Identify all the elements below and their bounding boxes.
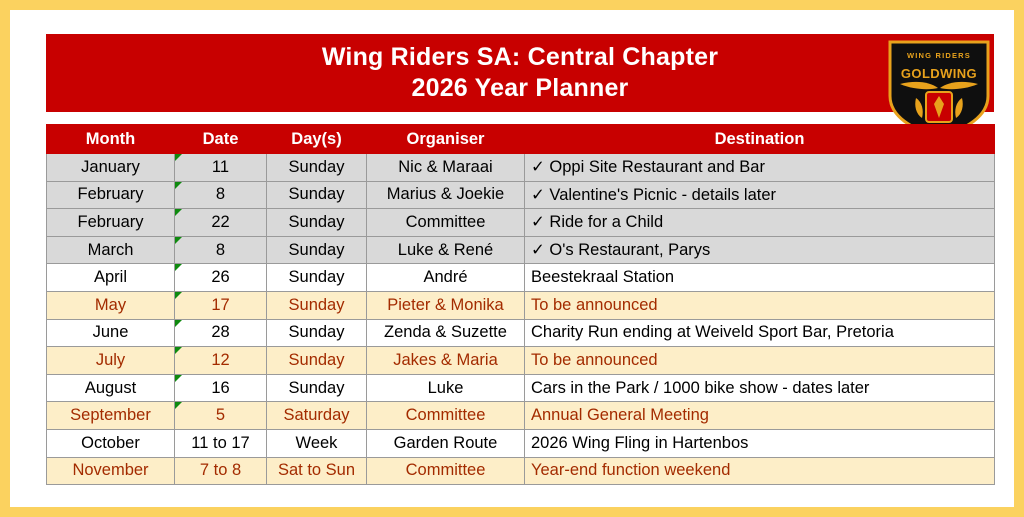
page-title: Wing Riders SA: Central Chapter: [321, 42, 719, 71]
cell-month: July: [47, 347, 175, 375]
cell-month: May: [47, 291, 175, 319]
cell-organiser: Committee: [367, 457, 525, 485]
cell-month: February: [47, 209, 175, 237]
cell-date: 8: [175, 181, 267, 209]
cell-days: Sunday: [267, 236, 367, 264]
cell-days: Sunday: [267, 209, 367, 237]
cell-destination: Cars in the Park / 1000 bike show - dates later: [525, 374, 995, 402]
cell-destination: To be announced: [525, 347, 995, 375]
cell-days: Sunday: [267, 347, 367, 375]
cell-month: October: [47, 429, 175, 457]
table-row: [47, 347, 995, 375]
svg-text:GOLDWING: GOLDWING: [900, 66, 978, 81]
table-row: [47, 457, 995, 485]
cell-date: 11: [175, 154, 267, 182]
title-banner-area: [46, 34, 994, 112]
column-header-month: Month: [47, 125, 175, 154]
cell-days: Saturday: [267, 402, 367, 430]
cell-month: February: [47, 181, 175, 209]
cell-month: August: [47, 374, 175, 402]
cell-date: 17: [175, 291, 267, 319]
table-row: [47, 429, 995, 457]
column-header-destination: Destination: [525, 125, 995, 154]
title-banner: [46, 34, 994, 112]
column-header-organiser: Organiser: [367, 125, 525, 154]
cell-organiser: Nic & Maraai: [367, 154, 525, 182]
table-row: [47, 402, 995, 430]
cell-days: Sunday: [267, 154, 367, 182]
cell-organiser: Marius & Joekie: [367, 181, 525, 209]
cell-date: 28: [175, 319, 267, 347]
cell-days: Sunday: [267, 374, 367, 402]
year-planner-table: [46, 124, 995, 485]
svg-text:WING RIDERS: WING RIDERS: [906, 51, 972, 60]
cell-destination: Annual General Meeting: [525, 402, 995, 430]
table-header-row: [47, 125, 995, 154]
page-subtitle: 2026 Year Planner: [411, 74, 629, 102]
cell-date: 7 to 8: [175, 457, 267, 485]
table-row: [47, 181, 995, 209]
cell-days: Sat to Sun: [267, 457, 367, 485]
cell-days: Sunday: [267, 319, 367, 347]
cell-month: November: [47, 457, 175, 485]
cell-destination: ✓ Valentine's Picnic - details later: [525, 181, 995, 209]
cell-month: June: [47, 319, 175, 347]
table-row: [47, 264, 995, 292]
cell-date: 12: [175, 347, 267, 375]
cell-date: 11 to 17: [175, 429, 267, 457]
cell-destination: ✓ Oppi Site Restaurant and Bar: [525, 154, 995, 182]
cell-destination: To be announced: [525, 291, 995, 319]
cell-month: January: [47, 154, 175, 182]
cell-date: 5: [175, 402, 267, 430]
table-row: [47, 291, 995, 319]
cell-destination: 2026 Wing Fling in Hartenbos: [525, 429, 995, 457]
cell-organiser: Garden Route: [367, 429, 525, 457]
cell-organiser: Committee: [367, 402, 525, 430]
cell-organiser: Zenda & Suzette: [367, 319, 525, 347]
table-row: [47, 319, 995, 347]
cell-days: Week: [267, 429, 367, 457]
cell-organiser: Jakes & Maria: [367, 347, 525, 375]
table-row: [47, 236, 995, 264]
cell-destination: Year-end function weekend: [525, 457, 995, 485]
cell-date: 16: [175, 374, 267, 402]
cell-month: April: [47, 264, 175, 292]
page-inner: [20, 20, 1004, 497]
cell-date: 8: [175, 236, 267, 264]
table-body: [47, 154, 995, 485]
cell-organiser: Luke & René: [367, 236, 525, 264]
cell-days: Sunday: [267, 291, 367, 319]
cell-days: Sunday: [267, 181, 367, 209]
column-header-date: Date: [175, 125, 267, 154]
table-row: [47, 209, 995, 237]
cell-organiser: Luke: [367, 374, 525, 402]
cell-destination: Charity Run ending at Weiveld Sport Bar, Pretoria: [525, 319, 995, 347]
cell-organiser: Pieter & Monika: [367, 291, 525, 319]
wing-riders-goldwing-badge-icon: [886, 38, 992, 138]
cell-destination: Beestekraal Station: [525, 264, 995, 292]
cell-days: Sunday: [267, 264, 367, 292]
table-row: [47, 154, 995, 182]
cell-organiser: André: [367, 264, 525, 292]
cell-date: 26: [175, 264, 267, 292]
table-row: [47, 374, 995, 402]
cell-destination: ✓ O's Restaurant, Parys: [525, 236, 995, 264]
cell-organiser: Committee: [367, 209, 525, 237]
cell-date: 22: [175, 209, 267, 237]
column-header-days: Day(s): [267, 125, 367, 154]
cell-month: March: [47, 236, 175, 264]
cell-destination: ✓ Ride for a Child: [525, 209, 995, 237]
cell-month: September: [47, 402, 175, 430]
